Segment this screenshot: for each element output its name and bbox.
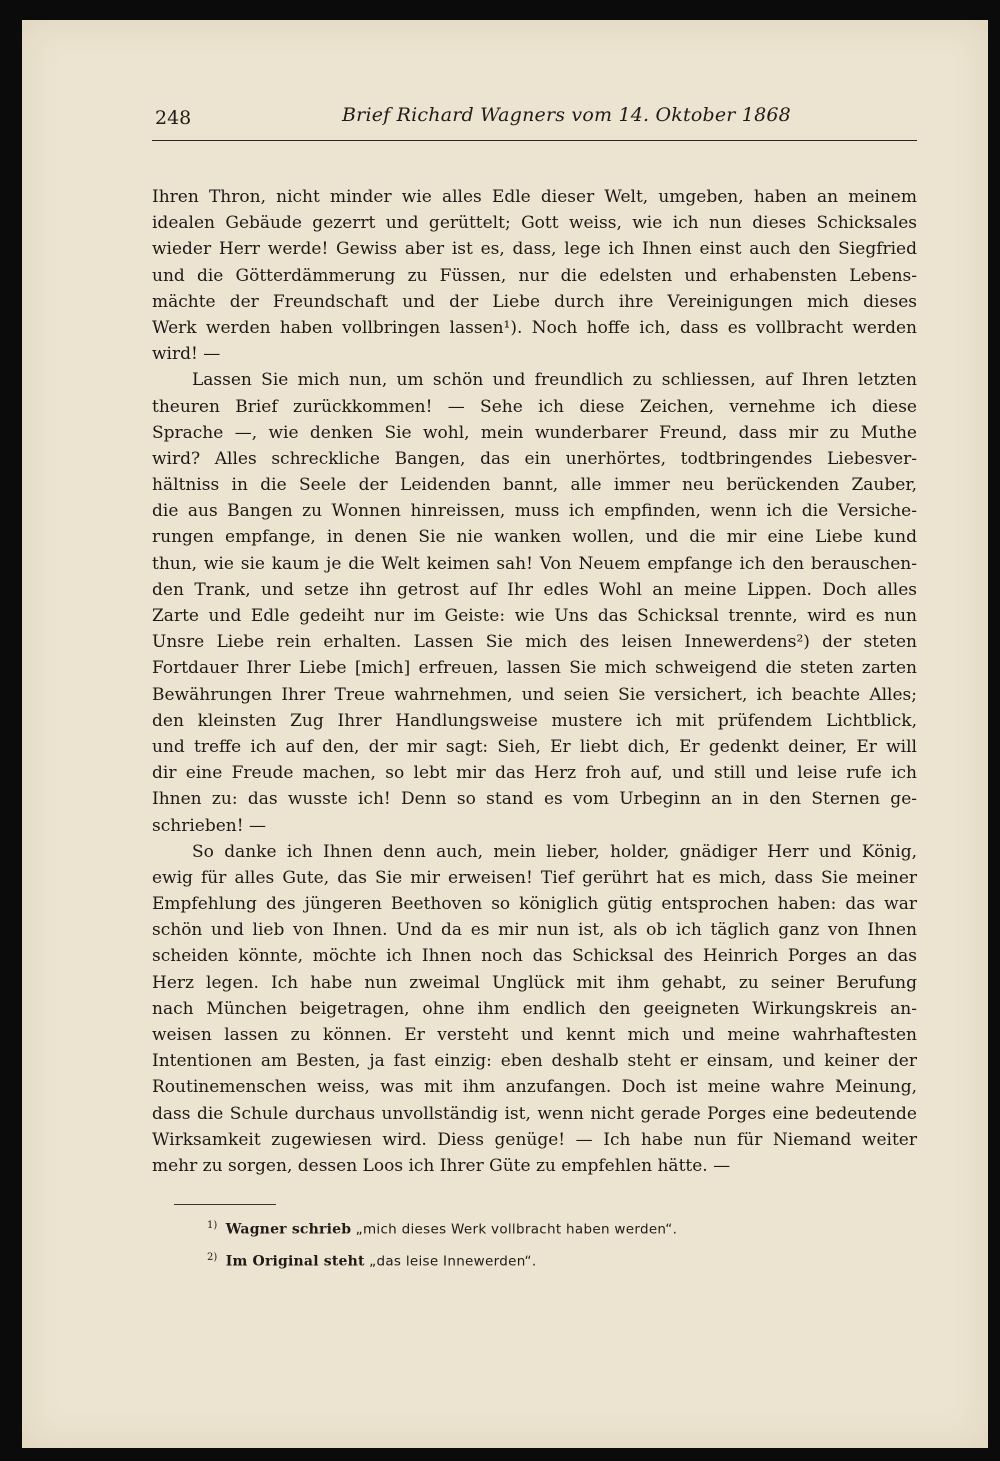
text-line: Wirksamkeit zugewiesen wird. Diess genüge! — Ich habe nun für Niemand weiter: [152, 1129, 917, 1150]
text-line: Ihnen zu: das wusste ich! Denn so stand es vom Urbeginn an in den Sternen ge-: [152, 789, 917, 810]
page-number: 248: [155, 107, 192, 129]
footnote-mark: 1): [207, 1220, 218, 1231]
footnote-intro: Wagner schrieb: [225, 1221, 352, 1238]
text-line: hältniss in die Seele der Leidenden bannt, alle immer neu berückenden Zauber,: [152, 475, 917, 496]
text-line: wird? Alles schreckliche Bangen, das ein unerhörtes, todtbringendes Liebesver-: [152, 448, 917, 469]
text-line: Intentionen am Besten, ja fast einzig: eben deshalb steht er einsam, und keiner der: [152, 1051, 917, 1072]
text-line: Werk werden haben vollbringen lassen¹). Noch hoffe ich, dass es vollbracht werden: [152, 317, 917, 338]
footnote-mark: 2): [207, 1251, 218, 1263]
text-line: weisen lassen zu können. Er versteht und kennt mich und meine wahrhaftesten: [152, 1025, 917, 1045]
text-line: Lassen Sie mich nun, um schön und freundlich zu schliessen, auf Ihren letzten: [192, 370, 917, 391]
text-line: wieder Herr werde! Gewiss aber ist es, dass, lege ich Ihnen einst auch den Siegfried: [152, 239, 917, 260]
text-line: dir eine Freude machen, so lebt mir das Herz froh auf, und still und leise rufe ich: [152, 763, 917, 784]
text-line: rungen empfange, in denen Sie nie wanken wollen, und die mir eine Liebe kund: [152, 527, 917, 548]
text-line: und treffe ich auf den, der mir sagt: Sieh, Er liebt dich, Er gedenkt deiner, Er will: [152, 736, 917, 757]
text-line: Herz legen. Ich habe nun zweimal Unglück mit ihm gehabt, zu seiner Berufung: [152, 972, 917, 993]
footnotes: [207, 1212, 887, 1275]
paragraph-1: [152, 184, 917, 367]
text-line: den kleinsten Zug Ihrer Handlungsweise mustere ich mit prüfendem Lichtblick,: [152, 710, 917, 731]
text-line: ewig für alles Gute, das Sie mir erweisen! Tief gerührt hat es mich, dass Sie meiner: [152, 867, 917, 888]
footnote-quote: „das leise Innewerden“.: [369, 1253, 537, 1270]
footnote-2: [207, 1244, 887, 1276]
text-line: mächte der Freundschaft und der Liebe durch ihre Vereinigungen mich dieses: [152, 291, 917, 312]
running-title: Brief Richard Wagners vom 14. Oktober 1868: [342, 104, 791, 126]
text-line: Fortdauer Ihrer Liebe [mich] erfreuen, lassen Sie mich schweigend die steten zarten: [152, 658, 917, 679]
text-line: Routinemenschen weiss, was mit ihm anzufangen. Doch ist meine wahre Meinung,: [152, 1077, 917, 1098]
text-line: Unsre Liebe rein erhalten. Lassen Sie mich des leisen Innewerdens²) der steten: [152, 632, 917, 653]
text-line: Ihren Thron, nicht minder wie alles Edle dieser Welt, umgeben, haben an meinem: [152, 187, 917, 207]
text-line: Sprache —, wie denken Sie wohl, mein wunderbarer Freund, dass mir zu Muthe: [152, 422, 917, 443]
text-line: theuren Brief zurückkommen! — Sehe ich diese Zeichen, vernehme ich diese: [152, 396, 917, 417]
text-line: die aus Bangen zu Wonnen hinreissen, muss ich empfinden, wenn ich die Versiche-: [152, 501, 917, 522]
footnote-intro: Im Original steht: [225, 1253, 365, 1270]
paragraph-3: [152, 839, 917, 1179]
text-line: nach München beigetragen, ohne ihm endlich den geeigneten Wirkungskreis an-: [152, 998, 917, 1019]
footnote-quote: „mich dieses Werk vollbracht haben werden“.: [355, 1221, 678, 1238]
text-line: scheiden könnte, möchte ich Ihnen noch das Schicksal des Heinrich Porges an das: [152, 946, 917, 967]
text-line: Empfehlung des jüngeren Beethoven so königlich gütig entsprochen haben: das war: [152, 894, 917, 915]
text-line: Bewährungen Ihrer Treue wahrnehmen, und seien Sie versichert, ich beachte Alles;: [152, 684, 917, 705]
footnote-1: [207, 1212, 887, 1244]
text-line: thun, wie sie kaum je die Welt keimen sah! Von Neuem empfange ich den berauschen-: [152, 553, 917, 574]
text-line: idealen Gebäude gezerrt und gerüttelt; Gott weiss, wie ich nun dieses Schicksales: [152, 213, 917, 234]
text-line: Zarte und Edle gedeiht nur im Geiste: wie Uns das Schicksal trennte, wird es nun: [152, 606, 917, 626]
page-header: [152, 102, 917, 141]
footnote-divider: [174, 1204, 276, 1205]
text-line: den Trank, und setze ihn getrost auf Ihr edles Wohl an meine Lippen. Doch alles: [152, 579, 917, 600]
letter-body: [152, 184, 917, 1179]
text-line: wird! —: [152, 344, 221, 365]
text-line: und die Götterdämmerung zu Füssen, nur die edelsten und erhabensten Lebens-: [152, 265, 917, 286]
text-line: mehr zu sorgen, dessen Loos ich Ihrer Güte zu empfehlen hätte. —: [152, 1155, 731, 1176]
text-line: So danke ich Ihnen denn auch, mein lieber, holder, gnädiger Herr und König,: [192, 841, 917, 862]
text-line: schön und lieb von Ihnen. Und da es mir nun ist, als ob ich täglich ganz von Ihnen: [152, 920, 917, 941]
text-line: dass die Schule durchaus unvollständig ist, wenn nicht gerade Porges eine bedeutende: [152, 1103, 917, 1124]
text-line: schrieben! —: [152, 815, 266, 836]
paragraph-2: [152, 367, 917, 838]
